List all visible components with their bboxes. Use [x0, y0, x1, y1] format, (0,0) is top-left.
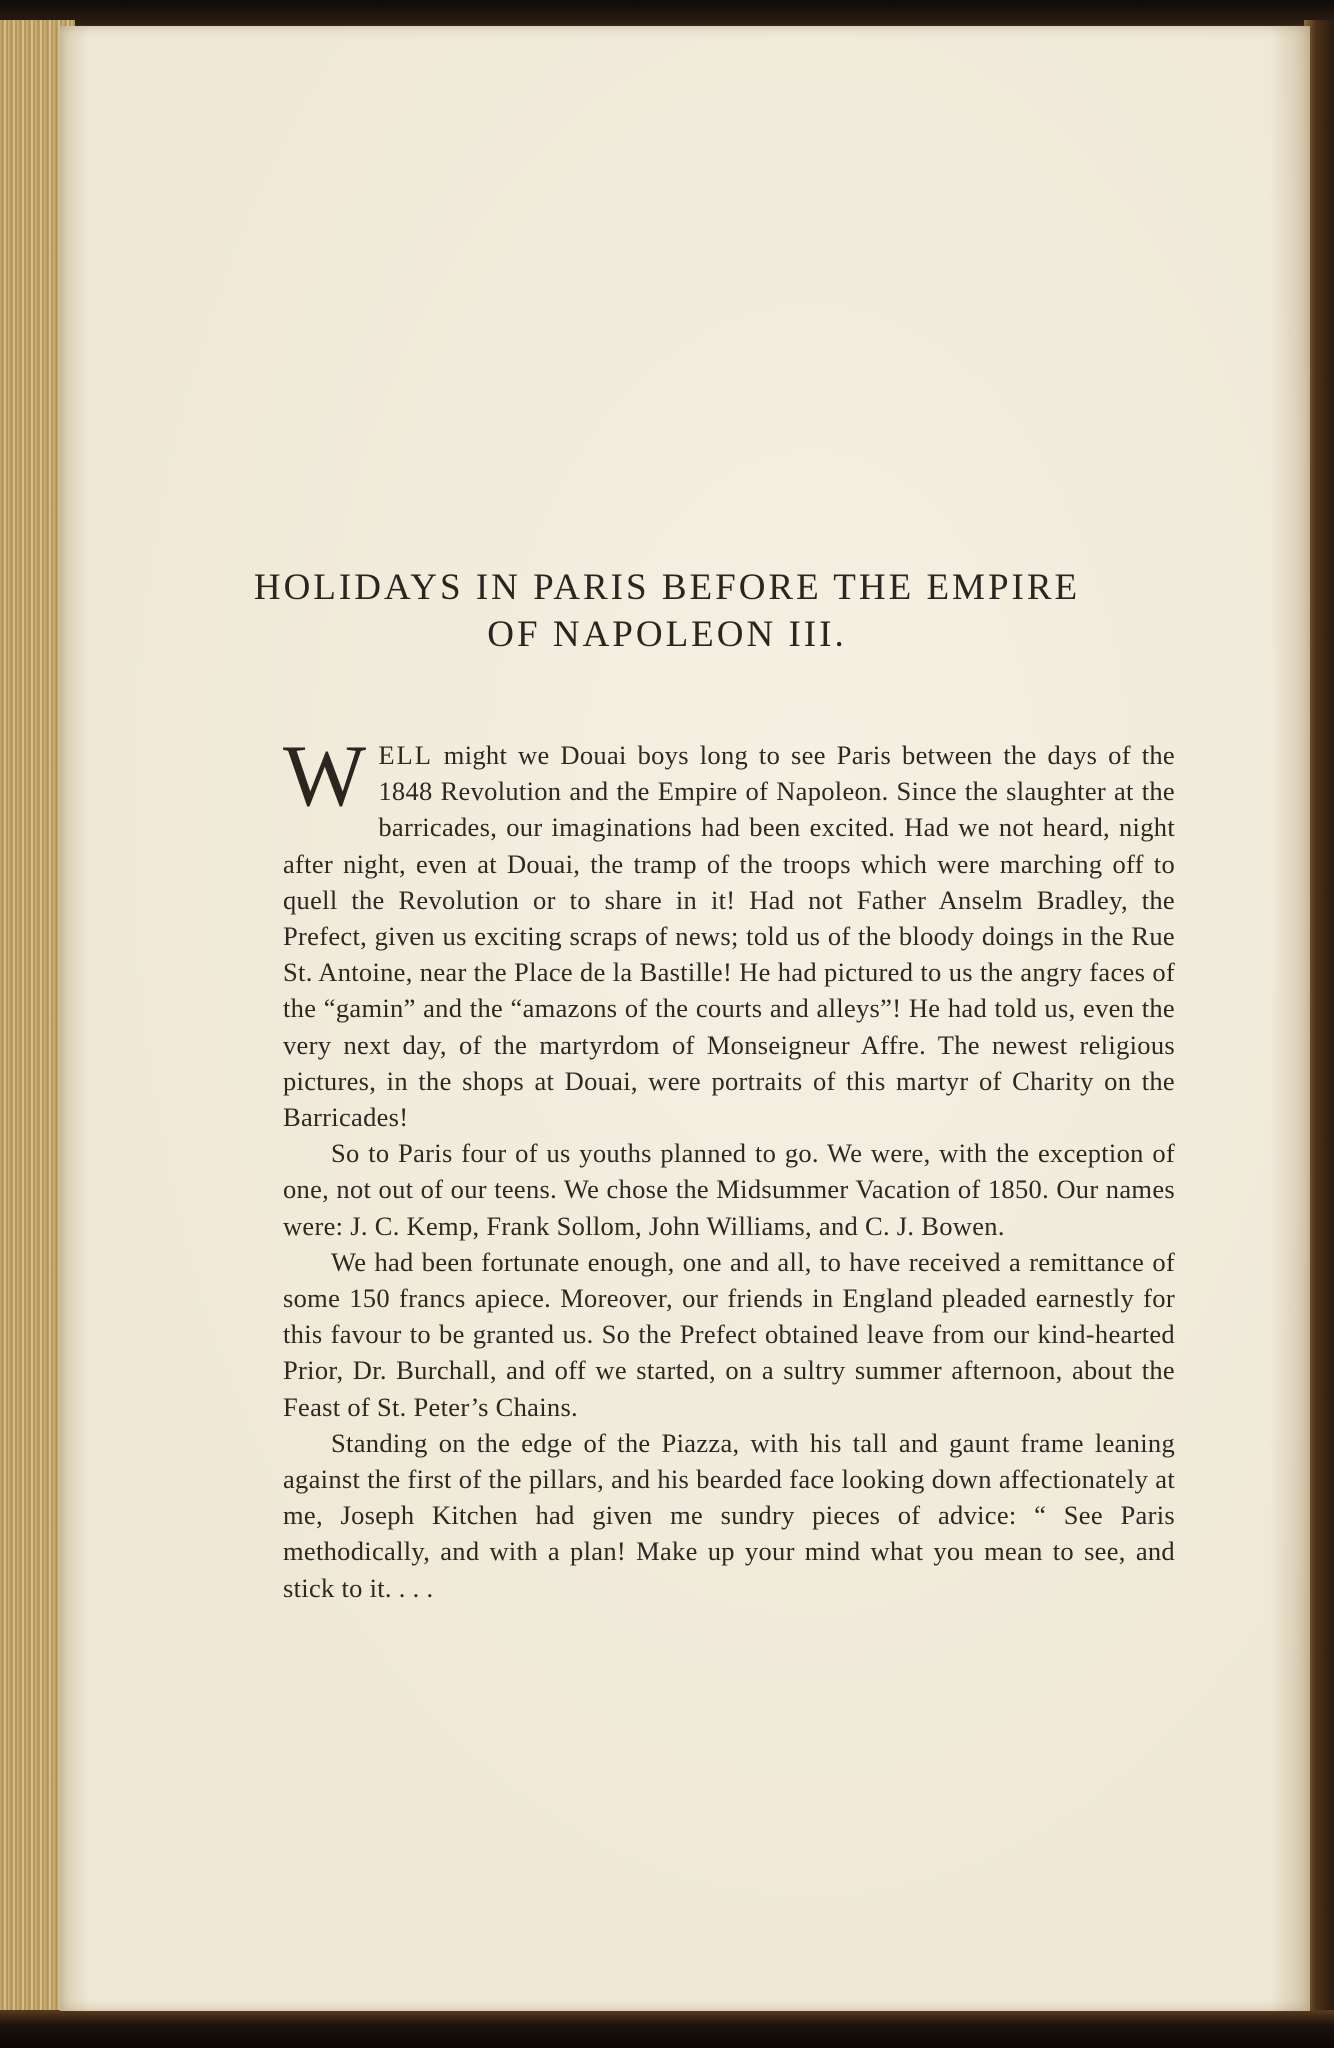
drop-cap: W — [283, 728, 367, 825]
paragraph-2: So to Paris four of us youths planned to go. We were, with the exception of one, not out of our teens. We chose the Midsummer Vacation of 1850. Our names were: J. C. Kemp, Frank Sollom, John Williams, and C. J. Bowen. — [283, 1138, 1175, 1241]
body-text — [283, 728, 1175, 1606]
chapter-title — [0, 564, 1334, 658]
paragraph-1 — [283, 728, 1175, 1135]
book-binding-bottom — [0, 2010, 1334, 2048]
chapter-title-line-2: OF NAPOLEON III. — [487, 614, 847, 655]
chapter-title-line-1: HOLIDAYS IN PARIS BEFORE THE EMPIRE — [253, 567, 1081, 608]
paragraph-4: Standing on the edge of the Piazza, with his tall and gaunt frame leaning against the first of the pillars, and his bearded face looking down affectionately at me, Joseph Kitchen had given me sundry pieces of advice: “ See Paris methodically, and with a plan! Make up your mind what you mean to see, and stick to it. . . . — [283, 1427, 1175, 1603]
paragraph-1-text: might we Douai boys long to see Paris between the days of the 1848 Revolution and the Empire of Napoleon. Since the slaughter at the barricades, our imaginations had been excited. Had we not heard, night after night, even at Douai, the tramp of the troops which were marching off to quell the Revolution or to share in it! Had not Father Anselm Bradley, the Prefect, given us exciting scraps of news; told us of the bloody doings in the Rue St. Antoine, near the Place de la Bastille! He had pictured to us the angry faces of the “gamin” and the “amazons of the courts and alleys”! He had told us, even the very next day, of the martyrdom of Monseigneur Affre. The newest religious pictures, in the shops at Douai, were portraits of this martyr of Charity on the Barricades! — [283, 740, 1175, 1133]
small-caps-opening: ELL — [378, 740, 433, 770]
paragraph-3: We had been fortunate enough, one and all, to have received a remittance of some 150 francs apiece. Moreover, our friends in England pleaded earnestly for this favour to be granted us. So the Prefect obtained leave from our kind-hearted Prior, Dr. Burchall, and off we started, on a sultry summer afternoon, about the Feast of St. Peter’s Chains. — [283, 1246, 1175, 1422]
